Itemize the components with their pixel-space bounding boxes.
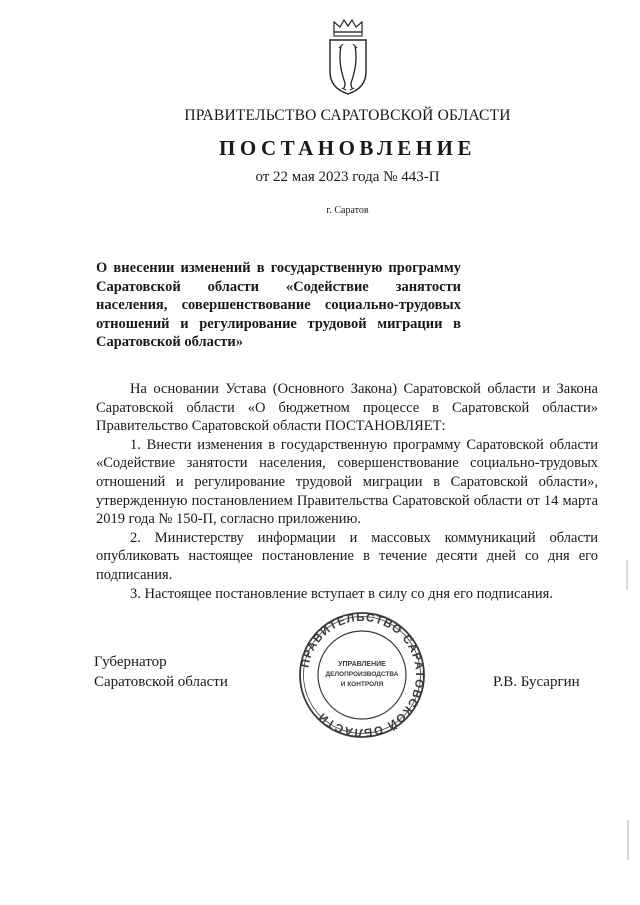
government-name: ПРАВИТЕЛЬСТВО САРАТОВСКОЙ ОБЛАСТИ: [184, 107, 511, 124]
svg-text:УПРАВЛЕНИЕ: УПРАВЛЕНИЕ: [338, 661, 386, 668]
document-body: [96, 380, 598, 603]
body-intro-paragraph: На основании Устава (Основного Закона) Саратовской области и Закона Саратовской области «О бюджетном процессе в Саратовской области» Правительство Саратовской области ПОСТАНОВЛЯЕТ:: [96, 381, 598, 435]
body-item-3: 3. Настоящее постановление вступает в силу со дня его подписания.: [130, 585, 553, 602]
document-subject: О внесении изменений в государственную программу Саратовской области «Содействие занятости населения, совершенствование социально-трудовых отношений и регулирование трудовой миграции в Саратовской области»: [96, 260, 461, 351]
document-date-number: от 22 мая 2023 года № 443-П: [255, 169, 440, 185]
saratov-coat-of-arms-icon: [326, 18, 370, 96]
scan-margin-mark: [627, 820, 629, 860]
body-item-2: 2. Министерству информации и массовых коммуникаций области опубликовать настоящее постановление в течение десяти дней со дня его подписания.: [96, 529, 598, 583]
signatory-position-line2: Саратовской области: [94, 674, 228, 690]
document-type-title: ПОСТАНОВЛЕНИЕ: [219, 136, 476, 160]
body-item-1: 1. Внести изменения в государственную программу Саратовской области «Содействие занятости населения, совершенствование социально-трудовых отношений и регулирование трудовой миграции в Саратовской области», утвержденную постановлением Правительства Саратовской области от 14 марта 2019 года № 150-П, согласно приложению.: [96, 436, 598, 528]
svg-text:ДЕЛОПРОИЗВОДСТВА: ДЕЛОПРОИЗВОДСТВА: [325, 671, 399, 678]
document-city: г. Саратов: [326, 205, 369, 216]
signatory-position-line1: Губернатор: [94, 654, 167, 670]
svg-text:ПРАВИТЕЛЬСТВО САРАТОВСКОЙ ОБЛА: ПРАВИТЕЛЬСТВО САРАТОВСКОЙ ОБЛАСТИ: [299, 612, 426, 738]
signatory-name: Р.В. Бусаргин: [493, 674, 580, 690]
svg-text:И КОНТРОЛЯ: И КОНТРОЛЯ: [340, 681, 384, 688]
signatory-position: [94, 652, 294, 692]
official-seal-stamp: [297, 612, 427, 738]
scan-margin-mark: [626, 560, 628, 590]
